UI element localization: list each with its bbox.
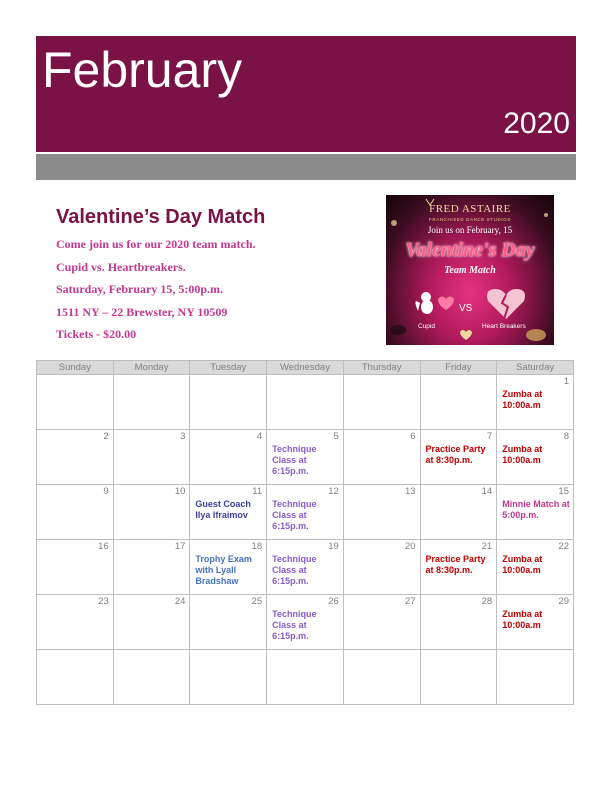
calendar-day-cell [420,375,497,430]
calendar-day-cell [497,485,574,540]
calendar-day-cell [37,540,114,595]
calendar-week-row [37,595,574,650]
calendar-day-cell [37,650,114,705]
calendar-event: Zumba at 10:00a.m [502,389,543,410]
calendar-week-row [37,375,574,430]
calendar-day-cell [497,650,574,705]
flyer-vs: VS [459,303,473,314]
calendar-day-cell [343,485,420,540]
flyer-subtitle: Team Match [444,265,496,276]
day-number: 3 [180,431,186,442]
calendar-day-cell [113,540,190,595]
calendar-event: Guest Coach Ilya Ifraimov [195,499,251,520]
day-number: 14 [481,486,493,497]
calendar-day-cell [190,595,267,650]
calendar-week-row [37,650,574,705]
calendar-day-cell [267,430,344,485]
calendar-day-cell [497,430,574,485]
month-banner [36,36,576,152]
calendar-body [37,375,574,705]
calendar-day-cell [113,430,190,485]
calendar-day-cell [37,375,114,430]
day-number: 2 [103,431,109,442]
calendar-day-cell [343,650,420,705]
calendar-event: Technique Class at 6:15p.m. [272,499,317,531]
event-line-address: 1511 NY – 22 Brewster, NY 10509 [56,304,228,319]
calendar-day-cell [420,485,497,540]
calendar-event: Zumba at 10:00a.m [502,444,543,465]
calendar-event: Practice Party at 8:30p.m. [425,554,486,575]
day-number: 18 [251,541,263,552]
flyer-title: Valentine's Day [405,239,535,261]
calendar-event: Trophy Exam with Lyall Bradshaw [195,554,252,586]
calendar-day-cell [497,540,574,595]
calendar-day-cell [343,540,420,595]
day-number: 19 [328,541,339,552]
event-line-tickets: Tickets - $20.00 [56,327,137,341]
calendar-day-cell [113,375,190,430]
calendar-day-cell [267,485,344,540]
weekday-monday: Monday [113,361,190,375]
calendar-day-cell [37,485,114,540]
day-number: 4 [256,431,263,442]
day-number: 9 [103,486,109,497]
flyer-heartbreakers-label: Heart Breakers [482,323,526,330]
calendar-day-cell [343,375,420,430]
cupid-icon [415,292,454,314]
calendar-day-cell [190,375,267,430]
divider-bar [36,154,576,180]
calendar-day-cell [113,650,190,705]
calendar-event: Technique Class at 6:15p.m. [272,554,317,586]
event-line-invite: Come join us for our 2020 team match. [56,237,256,251]
weekday-thursday: Thursday [343,361,420,375]
day-number: 20 [404,541,416,552]
weekday-header-row [37,361,574,375]
calendar-day-cell [343,430,420,485]
calendar-day-cell [343,595,420,650]
day-number: 21 [481,541,493,552]
calendar-grid [36,360,574,705]
weekday-tuesday: Tuesday [190,361,267,375]
calendar-day-cell [267,595,344,650]
weekday-sunday: Sunday [37,361,114,375]
day-number: 1 [563,376,569,387]
calendar-day-cell [37,595,114,650]
event-line-teams: Cupid vs. Heartbreakers. [56,259,186,274]
day-number: 8 [563,431,569,442]
day-number: 24 [174,596,186,607]
day-number: 6 [410,431,416,442]
day-number: 26 [328,596,339,607]
day-number: 25 [251,596,263,607]
day-number: 7 [486,431,493,442]
calendar-week-row [37,540,574,595]
calendar-week-row [37,485,574,540]
day-number: 22 [558,541,569,552]
calendar-event: Zumba at 10:00a.m [502,609,543,630]
calendar-day-cell [267,375,344,430]
day-number: 23 [98,596,109,607]
day-number: 5 [333,431,339,442]
flyer-brand: FRED ASTAIRE [429,203,511,215]
calendar-day-cell [113,485,190,540]
day-number: 28 [481,596,493,607]
day-number: 16 [98,541,109,552]
calendar-day-cell [190,540,267,595]
broken-heart-icon [487,289,525,319]
flyer-brand-sub: FRANCHISED DANCE STUDIOS [429,217,511,222]
day-number: 15 [558,486,569,497]
calendar-day-cell [420,430,497,485]
valentines-flyer-image [386,195,554,345]
year-title: 2020 [503,107,570,140]
flyer-cupid-label: Cupid [418,323,435,330]
event-line-date: Saturday, February 15, 5:00p.m. [56,282,224,296]
calendar-day-cell [497,375,574,430]
calendar-day-cell [113,595,190,650]
calendar-day-cell [420,595,497,650]
weekday-saturday: Saturday [497,361,574,375]
calendar-day-cell [420,650,497,705]
day-number: 12 [328,486,339,497]
calendar-event: Minnie Match at 5:00p.m. [502,499,570,520]
flyer-join: Join us on February, 15 [427,225,513,235]
day-number: 11 [252,486,263,497]
event-details [56,237,256,350]
weekday-friday: Friday [420,361,497,375]
calendar-day-cell [267,540,344,595]
day-number: 27 [404,596,416,607]
calendar-day-cell [420,540,497,595]
calendar-event: Practice Party at 8:30p.m. [425,444,486,465]
day-number: 17 [174,541,186,552]
calendar-day-cell [497,595,574,650]
calendar-day-cell [37,430,114,485]
day-number: 29 [558,596,569,607]
calendar-event: Technique Class at 6:15p.m. [272,609,317,641]
calendar-day-cell [190,650,267,705]
month-title: February [42,42,243,98]
calendar-event: Zumba at 10:00a.m [502,554,543,575]
calendar-event: Technique Class at 6:15p.m. [272,444,317,476]
calendar-day-cell [190,430,267,485]
day-number: 10 [174,486,186,497]
event-title: Valentine’s Day Match [56,206,266,228]
calendar-week-row [37,430,574,485]
calendar-day-cell [267,650,344,705]
day-number: 13 [404,486,416,497]
weekday-wednesday: Wednesday [267,361,344,375]
calendar-day-cell [190,485,267,540]
